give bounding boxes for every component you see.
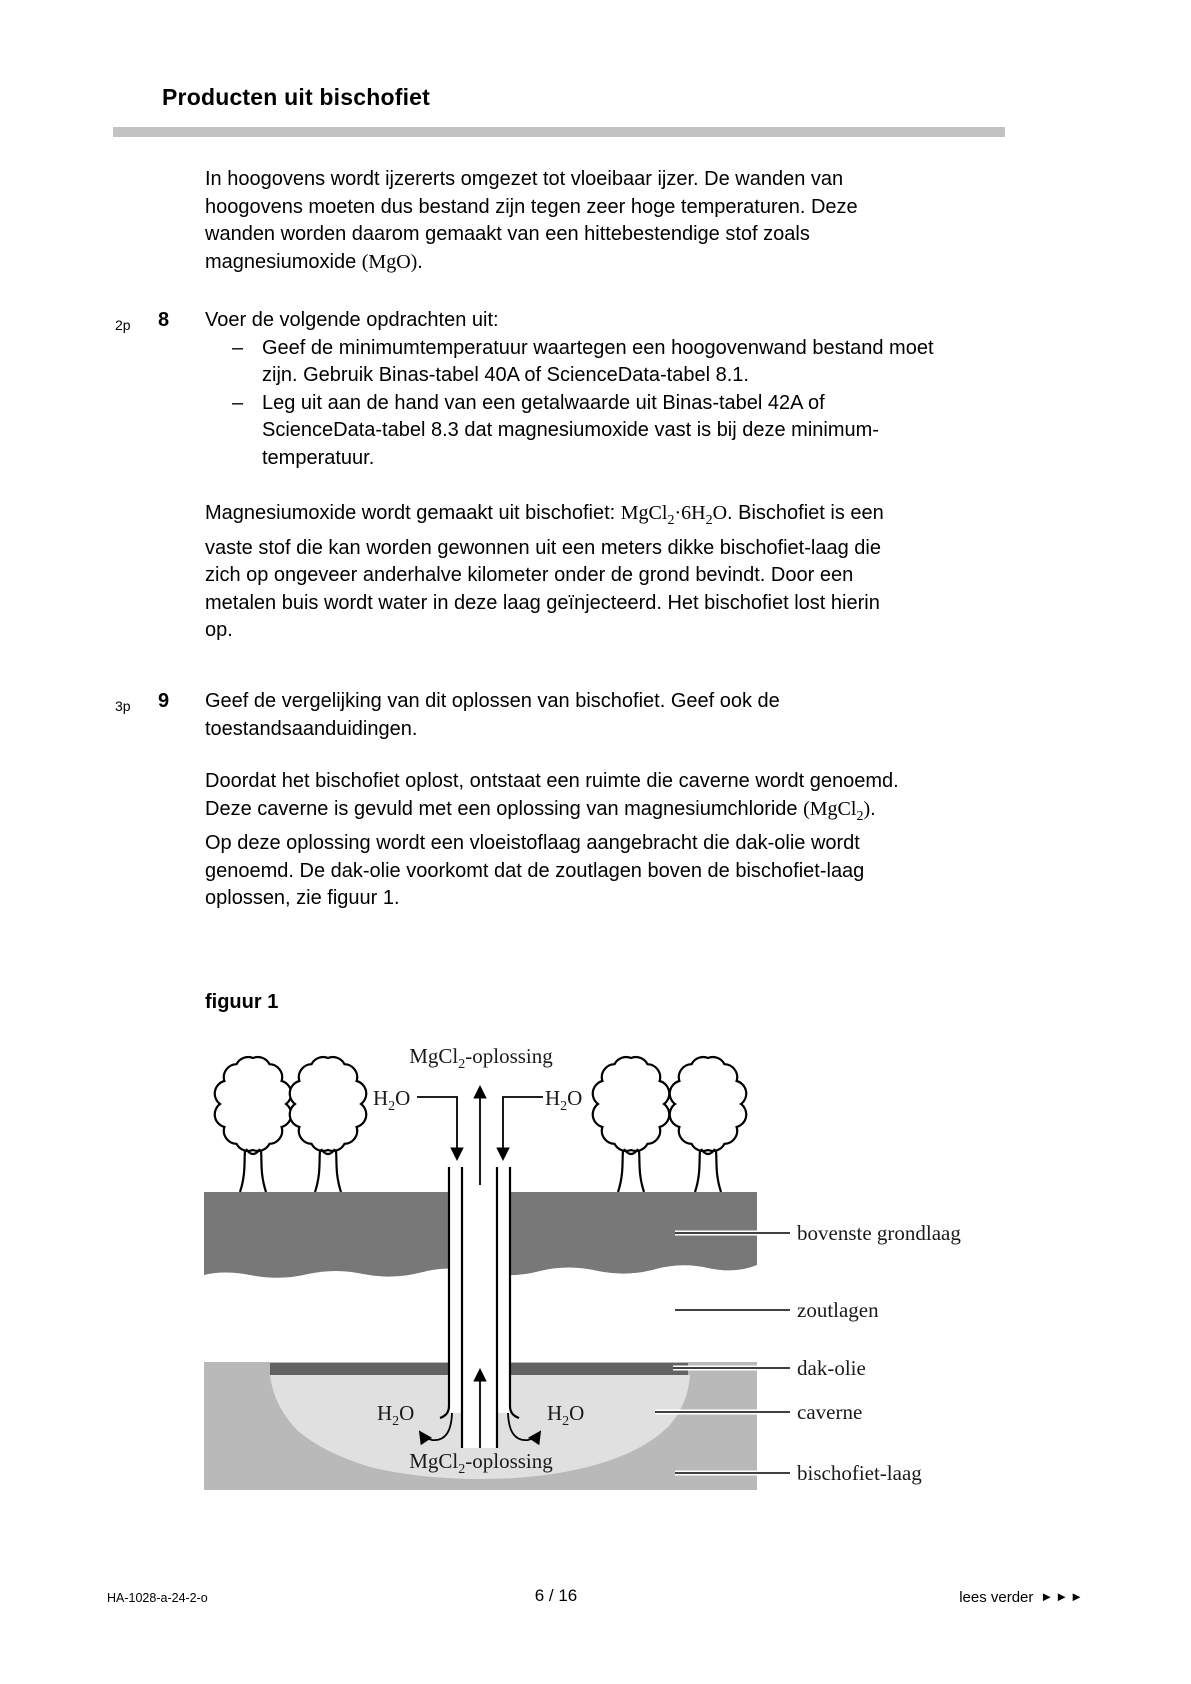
figure-caption: figuur 1 xyxy=(205,991,279,1013)
question-8-number: 8 xyxy=(158,309,170,331)
continue-label: lees verder xyxy=(959,1589,1034,1606)
tree-icon xyxy=(670,1057,747,1192)
question-9-number: 9 xyxy=(158,690,170,712)
bullet-1-lines: Geef de minimumtemperatuur waartegen een hoogovenwand bestand moet zijn. Gebruik Binas-tabel 40A of ScienceData-tabel 8.1. xyxy=(262,336,934,386)
page-number: 6 / 16 xyxy=(534,1586,578,1605)
mgcl2-solution-label-bottom: MgCl$_2$-oplossing xyxy=(409,1449,553,1477)
question-8-bullet-2 xyxy=(205,390,934,473)
question-9 xyxy=(115,688,780,743)
layer-label-salt: zoutlagen xyxy=(797,1298,879,1322)
question-8 xyxy=(115,307,934,472)
layer-label-cavern: caverne xyxy=(797,1400,863,1424)
h2o-label-top-right: $H_2O$ xyxy=(545,1086,583,1114)
document-code: HA-1028-a-24-2-o xyxy=(107,1591,208,1605)
figure-svg xyxy=(190,975,980,1505)
layer-label-bischofite: bischofiet-laag xyxy=(797,1461,922,1485)
page-title: Producten uit bischofiet xyxy=(162,84,431,110)
title-divider-bar xyxy=(113,127,1005,137)
tree-icon xyxy=(593,1057,670,1192)
bischofite-paragraph: Magnesiumoxide wordt gemaakt uit bischofiet: $MgCl_2\cdot 6H_2O$. Bischofiet is een vaste stof die kan worden gewonnen uit een meters dikke bischofiet-laag die zich op ongeveer anderhalve kilometer onder de grond bevindt. Door een metalen buis wordt water in deze laag geïnjecteerd. Het bischofiet lost hierin op. xyxy=(205,502,884,641)
continue-arrows-icon: ►►► xyxy=(1040,1589,1085,1604)
figure-1-diagram xyxy=(190,975,980,1505)
water-feed-left xyxy=(417,1097,457,1159)
question-9-points: 3p xyxy=(115,698,131,714)
continue-notice xyxy=(959,1589,1085,1606)
h2o-label-top-left: $H_2O$ xyxy=(373,1086,411,1114)
layer-label-roof-oil: dak-olie xyxy=(797,1356,866,1380)
bullet-2-lines: Leg uit aan de hand van een getalwaarde uit Binas-tabel 42A of ScienceData-tabel 8.3 dat magnesiumoxide vast is bij deze minimum- temperatuur. xyxy=(262,391,879,469)
tree-icon xyxy=(215,1057,292,1192)
intro-paragraph: In hoogovens wordt ijzererts omgezet tot vloeibaar ijzer. De wanden van hoogovens moeten dus bestand zijn tegen zeer hoge temperaturen. Deze wanden worden daarom gemaakt van een hittebestendige stof zoals magnesiumoxide (MgO). xyxy=(205,168,858,273)
question-8-points: 2p xyxy=(115,317,131,333)
h2o-label-cavern-right: $H_2O$ xyxy=(547,1401,585,1429)
question-8-intro-line: Voer de volgende opdrachten uit: xyxy=(205,309,499,331)
layer-label-topsoil: bovenste grondlaag xyxy=(797,1221,961,1245)
h2o-label-cavern-left: $H_2O$ xyxy=(377,1401,415,1429)
question-9-text: Geef de vergelijking van dit oplossen van bischofiet. Geef ook de toestandsaanduidingen. xyxy=(205,690,780,740)
bullet-dash: – xyxy=(232,391,244,414)
bullet-dash: – xyxy=(232,336,244,359)
question-8-text xyxy=(205,307,934,472)
tree-icon xyxy=(290,1057,367,1192)
mgcl2-solution-label-top: MgCl$_2$-oplossing xyxy=(409,1044,553,1072)
question-8-bullet-1 xyxy=(205,335,934,390)
caverne-paragraph: Doordat het bischofiet oplost, ontstaat een ruimte die caverne wordt genoemd. Deze caverne is gevuld met een oplossing van magnesiumchloride (MgCl$_2$). Op deze oplossing wordt een vloeistoflaag aangebracht die dak-olie wordt genoemd. De dak-olie voorkomt dat de zoutlagen boven de bischofiet-laag oplossen, zie figuur 1. xyxy=(205,770,899,909)
water-feed-right xyxy=(503,1097,543,1159)
